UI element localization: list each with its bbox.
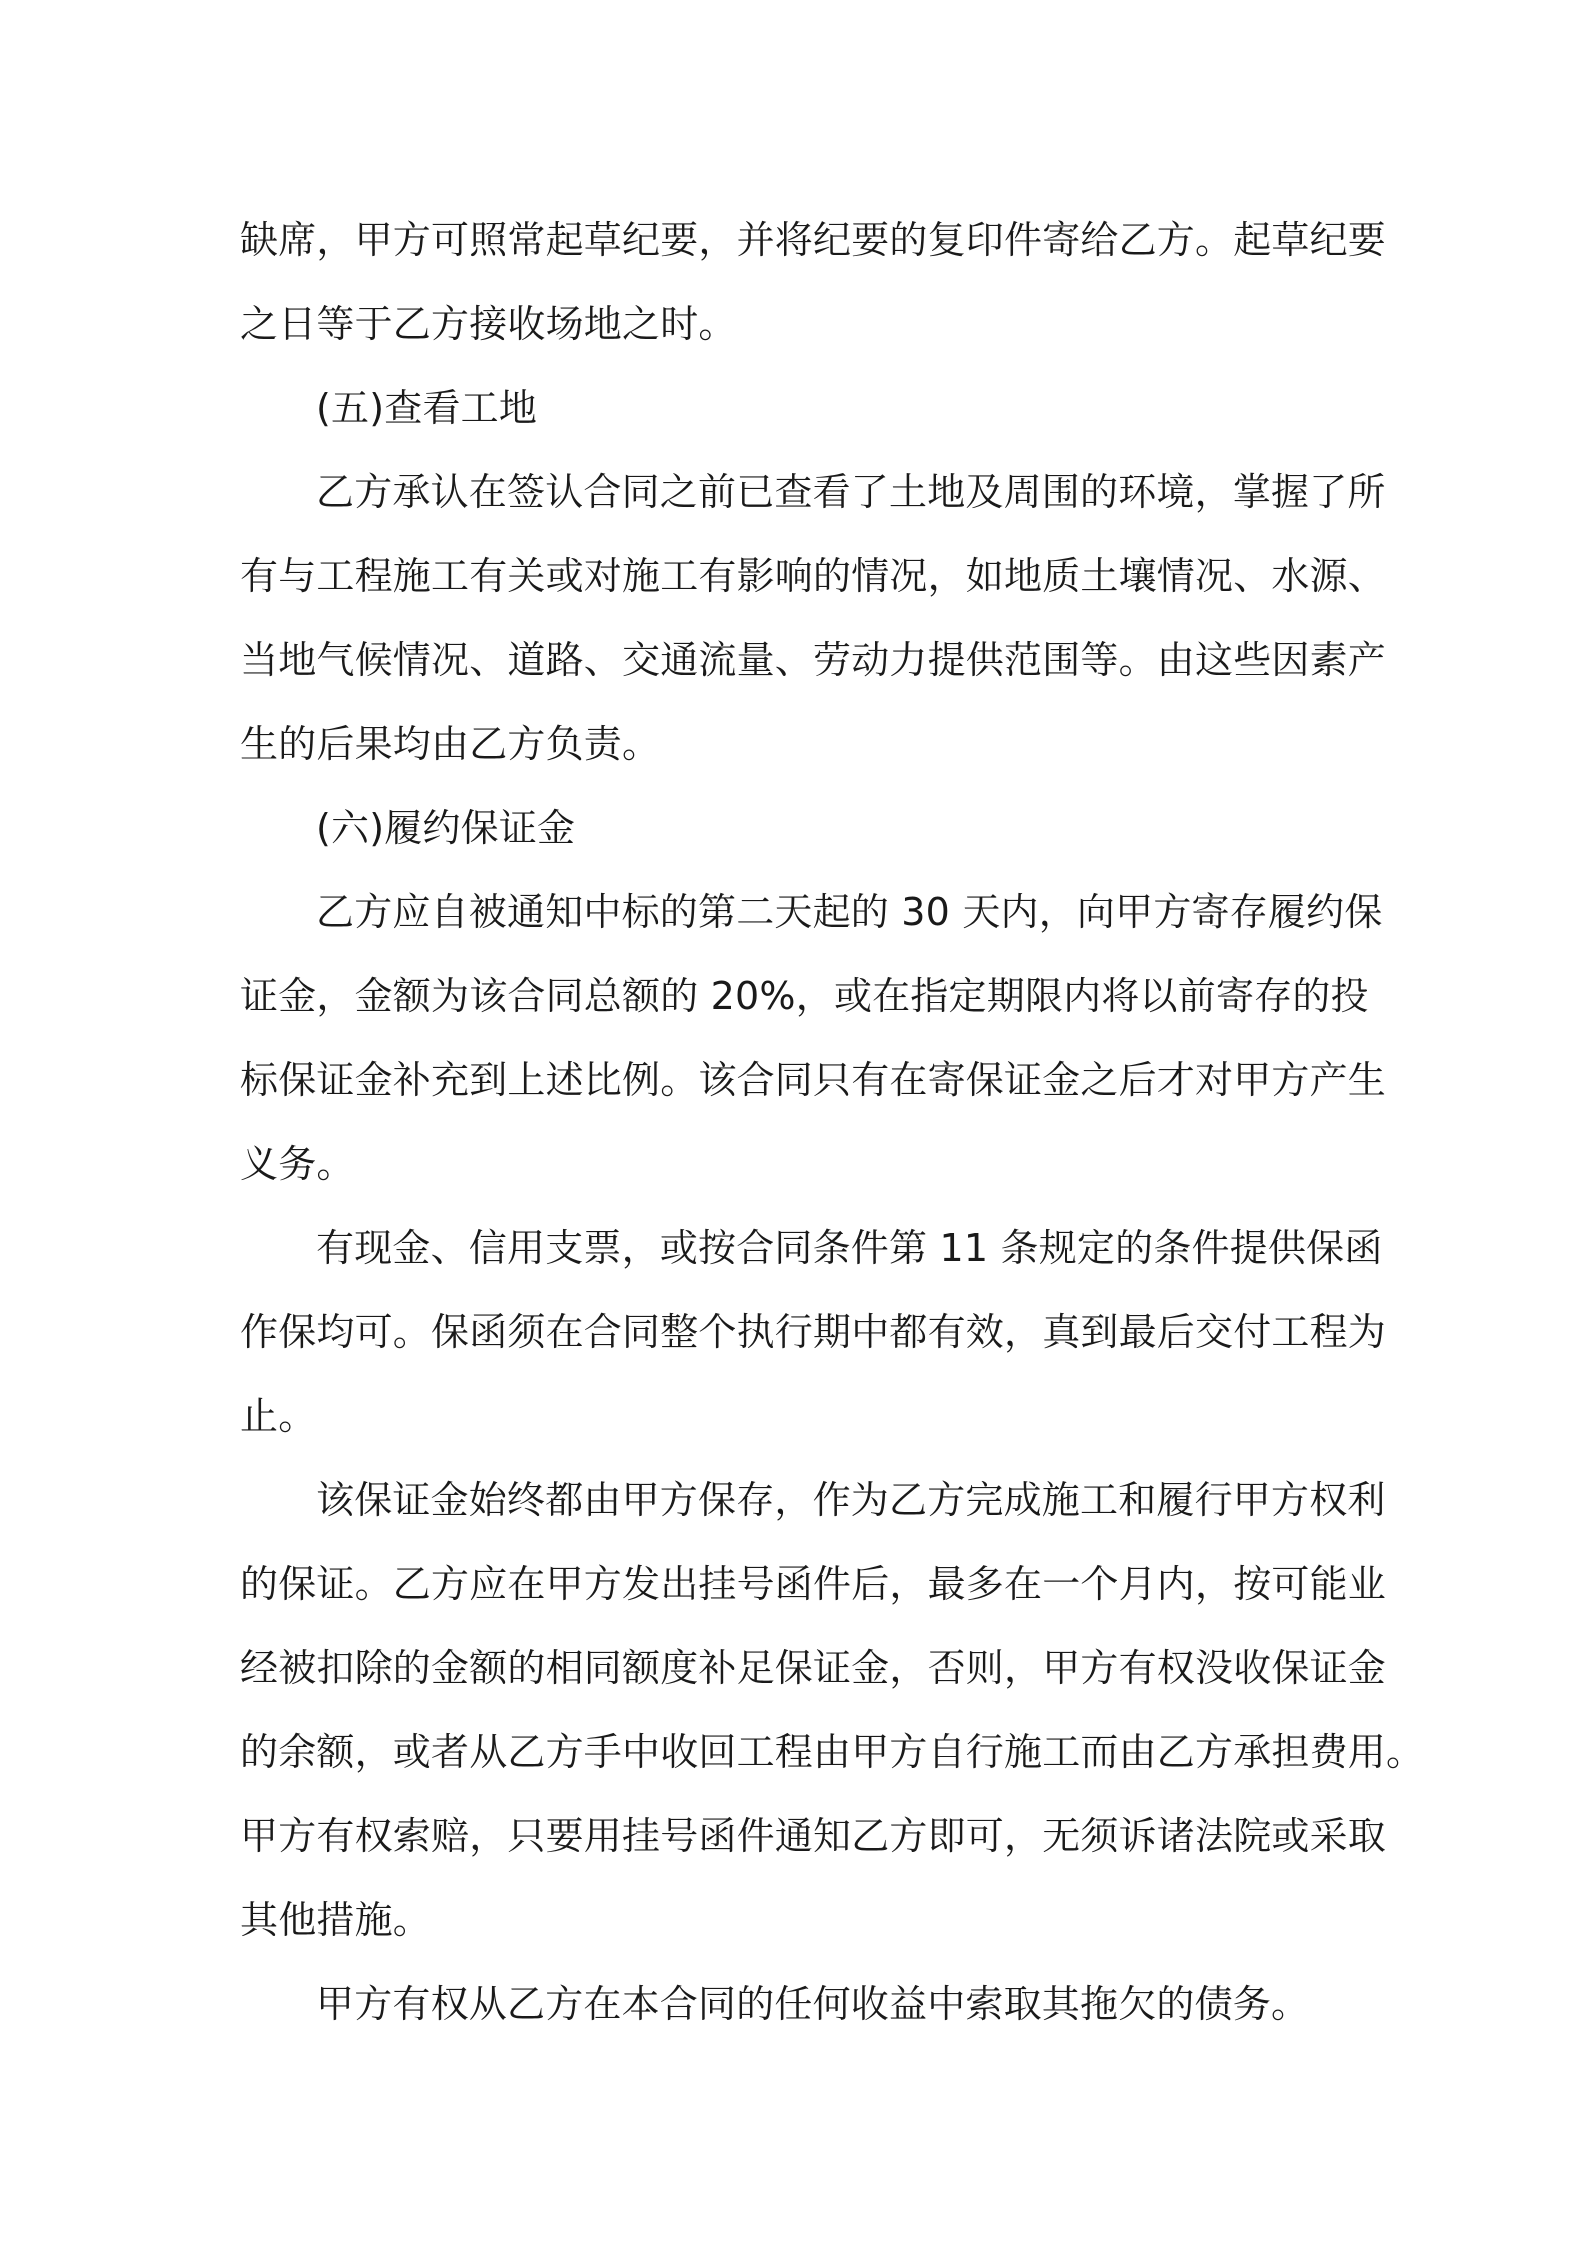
text-line: 缺席，甲方可照常起草纪要，并将纪要的复印件寄给乙方。起草纪要 — [240, 218, 1387, 262]
text-line: 止。 — [240, 1394, 317, 1438]
text-line: 义务。 — [240, 1142, 355, 1186]
text-line: 该保证金始终都由甲方保存，作为乙方完成施工和履行甲方权利 — [316, 1478, 1386, 1522]
text-line: 甲方有权从乙方在本合同的任何收益中索取其拖欠的债务。 — [316, 1982, 1310, 2026]
text-line: 标保证金补充到上述比例。该合同只有在寄保证金之后才对甲方产生 — [240, 1058, 1387, 1102]
text-line: 有现金、信用支票，或按合同条件第 11 条规定的条件提供保函 — [316, 1226, 1383, 1270]
text-line: 的保证。乙方应在甲方发出挂号函件后，最多在一个月内，按可能业 — [240, 1562, 1387, 1606]
text-line: 作保均可。保函须在合同整个执行期中都有效，真到最后交付工程为 — [240, 1310, 1387, 1354]
text-line: 证金，金额为该合同总额的 20%，或在指定期限内将以前寄存的投 — [240, 974, 1369, 1018]
text-line: 乙方承认在签认合同之前已查看了土地及周围的环境，掌握了所 — [316, 470, 1386, 514]
section-heading: (五)查看工地 — [316, 386, 538, 430]
text-line: 其他措施。 — [240, 1898, 432, 1942]
body-text — [240, 198, 1425, 2046]
text-line: 经被扣除的金额的相同额度补足保证金，否则，甲方有权没收保证金 — [240, 1646, 1387, 1690]
text-line: 有与工程施工有关或对施工有影响的情况，如地质土壤情况、水源、 — [240, 554, 1387, 598]
text-line: 之日等于乙方接收场地之时。 — [240, 302, 737, 346]
text-line: 的余额，或者从乙方手中收回工程由甲方自行施工而由乙方承担费用。 — [240, 1730, 1425, 1774]
text-line: 甲方有权索赔，只要用挂号函件通知乙方即可，无须诉诸法院或采取 — [240, 1814, 1387, 1858]
text-line: 生的后果均由乙方负责。 — [240, 722, 661, 766]
text-line: 当地气候情况、道路、交通流量、劳动力提供范围等。由这些因素产 — [240, 638, 1387, 682]
section-heading: (六)履约保证金 — [316, 806, 576, 850]
text-line: 乙方应自被通知中标的第二天起的 30 天内，向甲方寄存履约保 — [316, 890, 1383, 934]
